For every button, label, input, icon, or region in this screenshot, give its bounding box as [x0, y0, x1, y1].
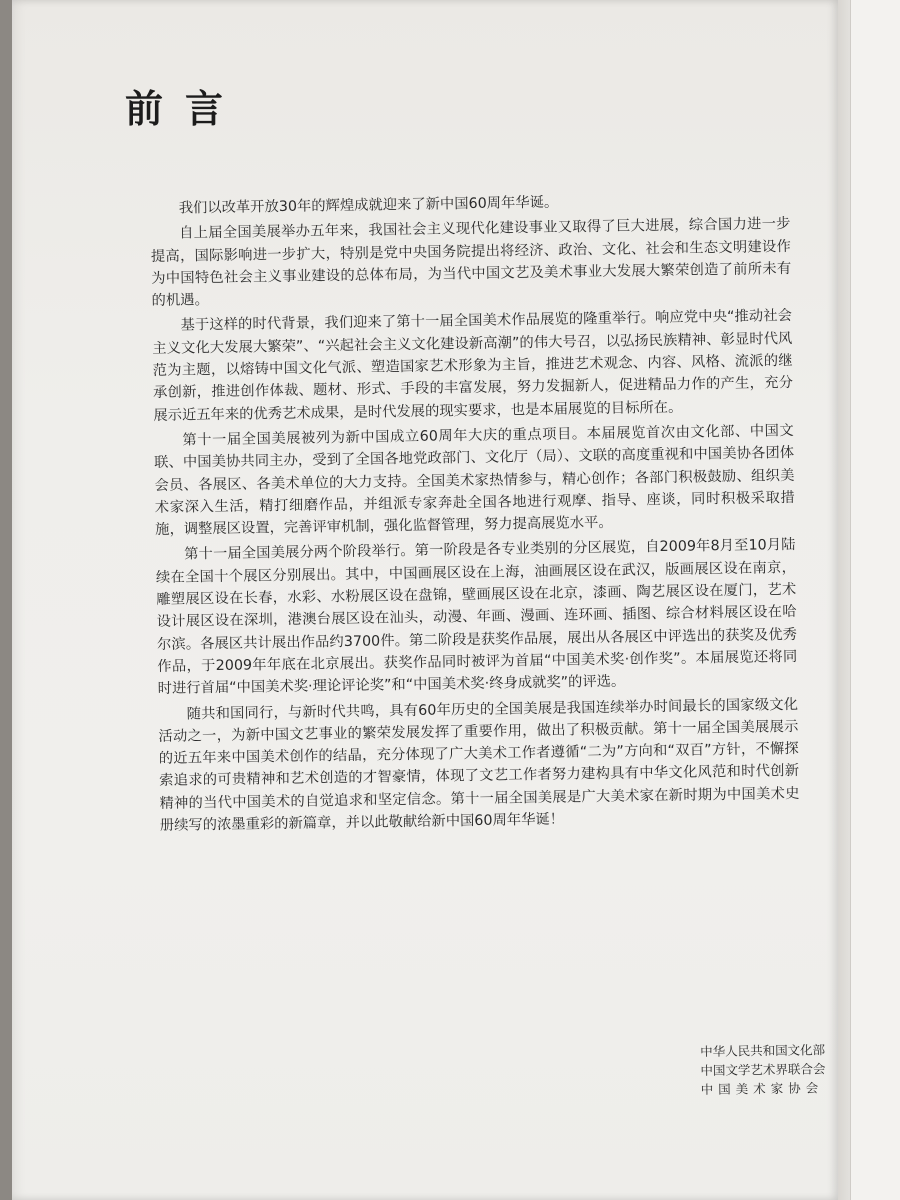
signatory-federation-of-literary-art: 中国文学艺术界联合会 [700, 1061, 826, 1078]
page-title: 前言 [125, 86, 246, 131]
paragraph-6: 随共和国同行，与新时代共鸣，具有60年历史的全国美展是我国连续举办时间最长的国家级文化活动之一，为新中国文艺事业的繁荣发展发挥了重要作用，做出了积极贡献。第十一届全国美展展示的近五年来中国美术创作的结晶，充分体现了广大美术工作者遵循“二为”方向和“双百”方针，不懈探索追求的可贵精神和艺术创造的才智豪情，体现了文艺工作者努力建构具有中华文化风范和时代创新精神的当代中国美术的自觉追求和坚定信念。第十一届全国美展是广大美术家在新时期为中国美术史册续写的浓墨重彩的新篇章，并以此敬献给新中国60周年华诞！ [158, 696, 800, 834]
signatory-artists-association: 中国美术家协会 [700, 1080, 824, 1097]
signatory-block [700, 1040, 826, 1099]
preface-body [150, 188, 800, 840]
signatory-ministry-of-culture: 中华人民共和国文化部 [700, 1042, 826, 1059]
adjacent-page-edge-inner [850, 0, 900, 1200]
paragraph-4: 第十一届全国美展被列为新中国成立60周年大庆的重点项目。本届展览首次由文化部、中国文联、中国美协共同主办，受到了全国各地党政部门、文化厅（局）、文联的高度重视和中国美协各团体会员、各展区、各美术单位的大力支持。全国美术家热情参与，精心创作；各部门积极鼓励、组织美术家深入生活，精打细磨作品，并组派专家奔赴全国各地进行观摩、指导、座谈，同时积极采取措施，调整展区设置，完善评审机制，强化监督管理，努力提高展览水平。 [154, 422, 795, 539]
paragraph-1: 我们以改革开放30年的辉煌成就迎来了新中国60周年华诞。 [178, 194, 559, 217]
paragraph-5: 第十一届全国美展分两个阶段举行。第一阶段是各专业类别的分区展览，自2009年8月至10月陆续在全国十个展区分别展出。其中，中国画展区设在上海，油画展区设在武汉，版画展区设在南京，雕塑展区设在长春，水彩、水粉展区设在盘锦，壁画展区设在北京，漆画、陶艺展区设在厦门，艺术设计展区设在深圳，港澳台展区设在汕头，动漫、年画、漫画、连环画、插图、综合材料展区设在哈尔滨。各展区共计展出作品约3700件。第二阶段是获奖作品展，展出从各展区中评选出的获奖及优秀作品，于2009年年底在北京展出。获奖作品同时被评为首届“中国美术奖·创作奖”。本届展览还将同时进行首届“中国美术奖·理论评论奖”和“中国美术奖·终身成就奖”的评选。 [155, 537, 798, 698]
paragraph-2: 自上届全国美展举办五年来，我国社会主义现代化建设事业又取得了巨大进展，综合国力进一步提高，国际影响进一步扩大，特别是党中央国务院提出将经济、政治、文化、社会和生态文明建设作为中国特色社会主义事业建设的总体布局，为当代中国文艺及美术事业大发展大繁荣创造了前所未有的机遇。 [150, 216, 792, 310]
document-page [12, 0, 838, 1200]
paragraph-3: 基于这样的时代背景，我们迎来了第十一届全国美术作品展览的隆重举行。响应党中央“推动社会主义文化大发展大繁荣”、“兴起社会主义文化建设新高潮”的伟大号召，以弘扬民族精神、彰显时代风范为主题，以熔铸中国文化气派、塑造国家艺术形象为主旨，推进艺术观念、内容、风格、流派的继承创新，推进创作体裁、题材、形式、手段的丰富发展，努力发掘新人，促进精品力作的产生，充分展示近五年来的优秀艺术成果，是时代发展的现实要求，也是本届展览的目标所在。 [152, 308, 794, 424]
